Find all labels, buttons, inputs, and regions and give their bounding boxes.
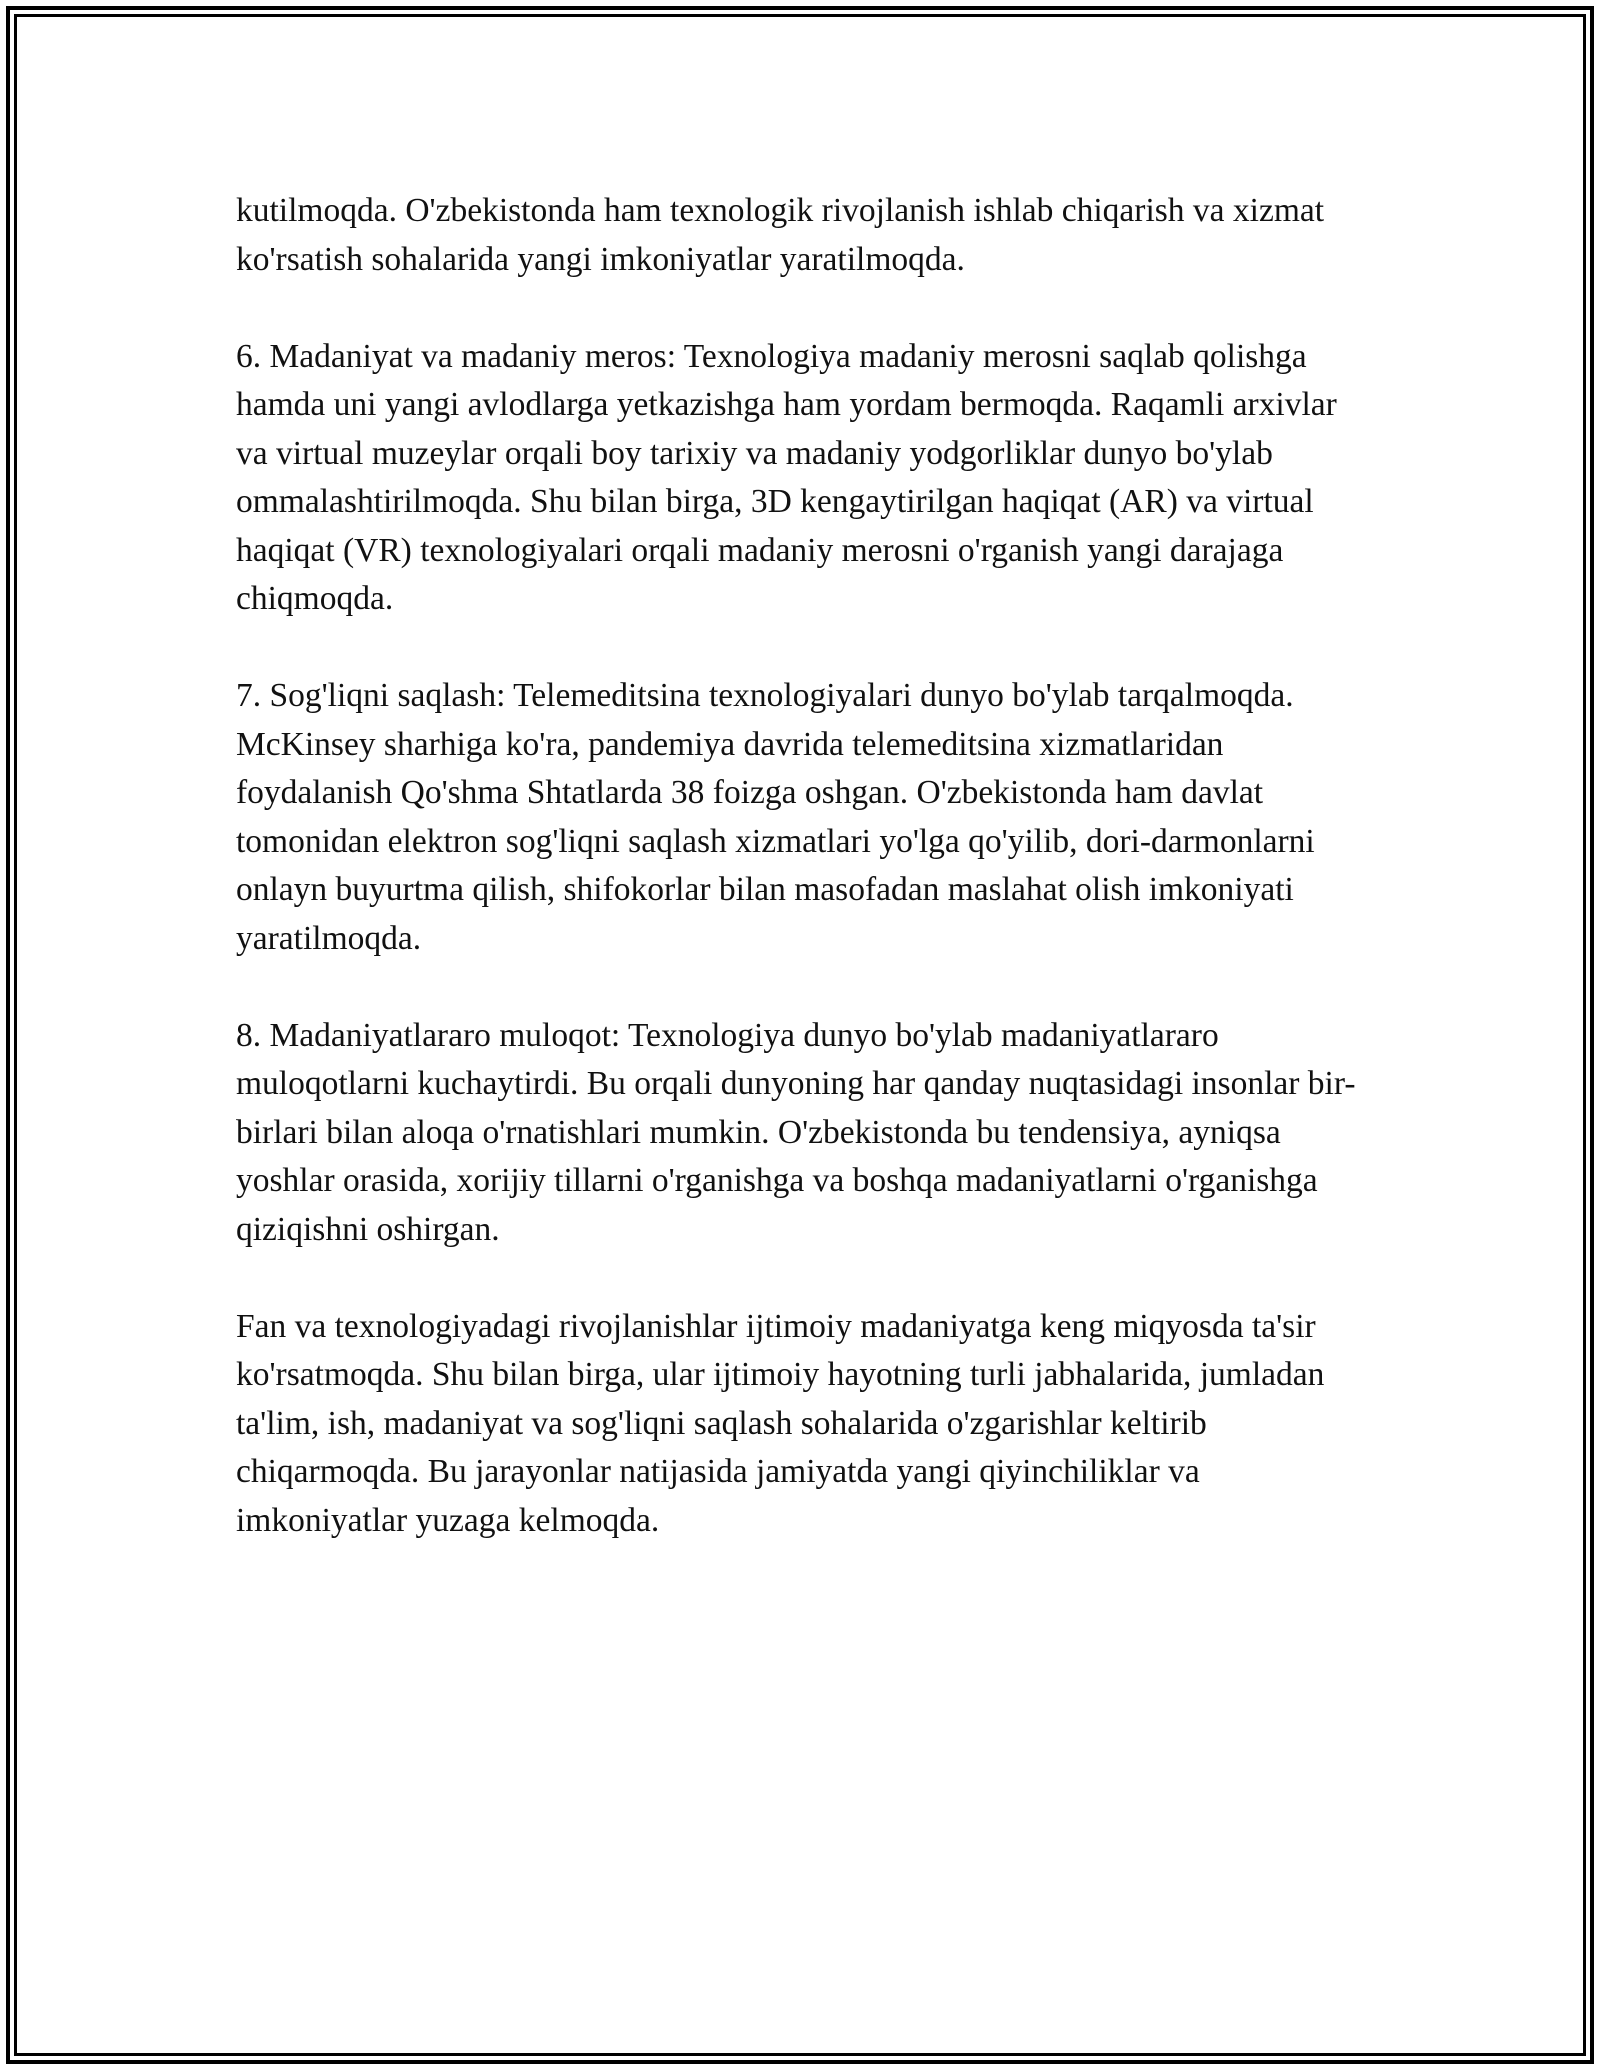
paragraph-culture-heritage: 6. Madaniyat va madaniy meros: Texnologiya madaniy merosni saqlab qolishga hamda uni yangi avlodlarga yetkazishga ham yordam bermoqda. Raqamli arxivlar va virtual muzeylar orqali boy tarixiy va madaniy yodgorliklar dunyo bo'ylab ommalashtirilmoqda. Shu bilan birga, 3D kengaytirilgan haqiqat (AR) va virtual haqiqat (VR) texnologiyalari orqali madaniy merosni o'rganish yangi darajaga chiqmoqda. [236, 337, 1337, 617]
paragraph-healthcare: 7. Sog'liqni saqlash: Telemeditsina texnologiyalari dunyo bo'ylab tarqalmoqda. McKinsey sharhiga ko'ra, pandemiya davrida telemeditsina xizmatlaridan foydalanish Qo'shma Shtatlarda 38 foizga oshgan. O'zbekistonda ham davlat tomonidan elektron sog'liqni saqlash xizmatlari yo'lga qo'yilib, dori-darmonlarni onlayn buyurtma qilish, shifokorlar bilan masofadan maslahat olish imkoniyati yaratilmoqda. [236, 677, 1315, 957]
document-body [236, 187, 1376, 1594]
paragraph-conclusion: Fan va texnologiyadagi rivojlanishlar ijtimoiy madaniyatga keng miqyosda ta'sir ko'rsatmoqda. Shu bilan birga, ular ijtimoiy hayotning turli jabhalarida, jumladan ta'lim, ish, madaniyat va sog'liqni saqlash sohalarida o'zgarishlar keltirib chiqarmoqda. Bu jarayonlar natijasida jamiyatda yangi qiyinchiliklar va imkoniyatlar yuzaga kelmoqda. [236, 1307, 1325, 1539]
paragraph-intercultural-communication: 8. Madaniyatlararo muloqot: Texnologiya dunyo bo'ylab madaniyatlararo muloqotlarni kuchaytirdi. Bu orqali dunyoning har qanday nuqtasidagi insonlar bir-birlari bilan aloqa o'rnatishlari mumkin. O'zbekistonda bu tendensiya, ayniqsa yoshlar orasida, xorijiy tillarni o'rganishga va boshqa madaniyatlarni o'rganishga qiziqishni oshirgan. [236, 1016, 1356, 1248]
paragraph-continuation: kutilmoqda. O'zbekistonda ham texnologik rivojlanish ishlab chiqarish va xizmat ko'rsatish sohalarida yangi imkoniyatlar yaratilmoqda. [236, 192, 1325, 278]
